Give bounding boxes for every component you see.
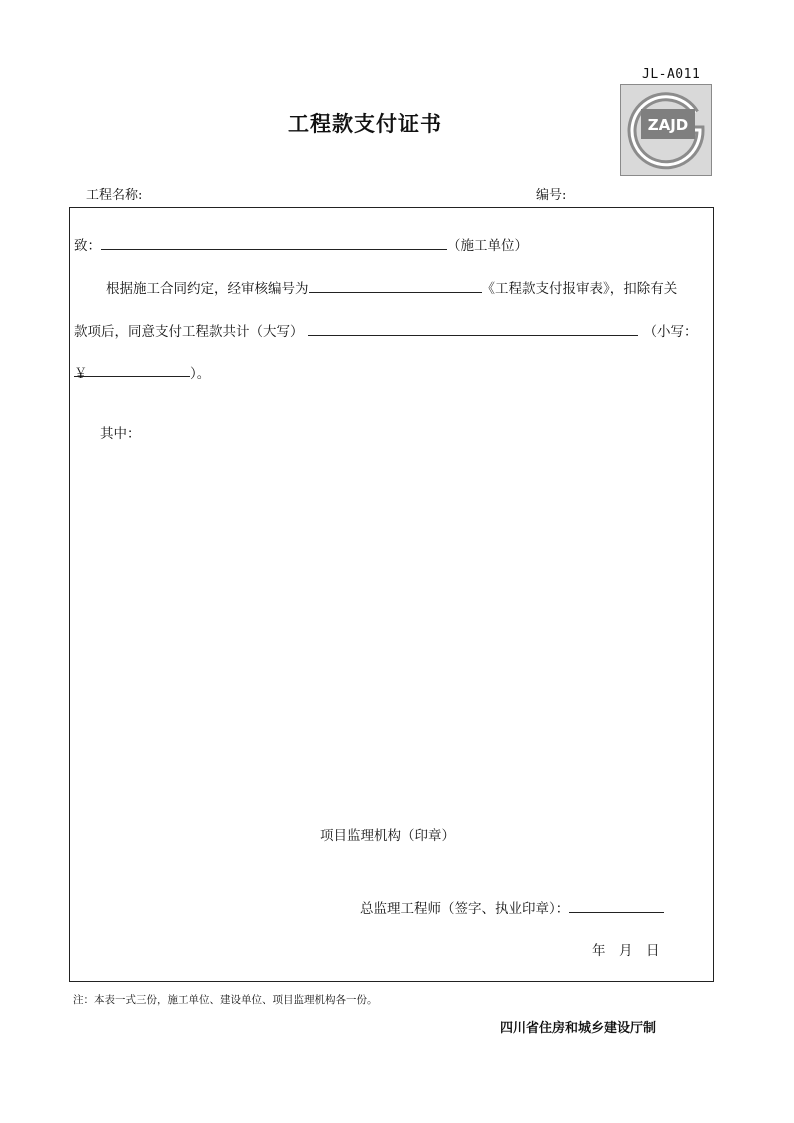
of-which-label: 其中： <box>100 426 141 442</box>
date-label: 年 月 日 <box>592 943 660 959</box>
project-name-label: 工程名称: <box>86 188 143 203</box>
amount-figures-blank[interactable] <box>74 362 190 382</box>
number-label: 编号: <box>536 188 567 203</box>
contractor-blank[interactable] <box>101 237 447 250</box>
paragraph-line-1 <box>106 277 677 297</box>
paragraph-line-3 <box>74 362 210 382</box>
para2-start: 款项后，同意支付工程款共计（大写） <box>74 324 304 340</box>
paragraph-line-2 <box>74 320 698 340</box>
to-label: 致： <box>74 238 101 254</box>
supervision-org-label: 项目监理机构（印章） <box>320 828 455 844</box>
yen-symbol: ￥ <box>74 366 88 382</box>
para1-end: 《工程款支付报审表》，扣除有关 <box>481 281 678 297</box>
to-line <box>74 234 528 254</box>
amount-words-blank[interactable] <box>308 323 638 336</box>
chief-engineer-label: 总监理工程师（签字、执业印章）： <box>360 901 570 917</box>
chief-engineer-line <box>360 897 664 917</box>
footer-note: 注：本表一式三份，施工单位、建设单位、项目监理机构各一份。 <box>73 994 378 1006</box>
issuer: 四川省住房和城乡建设厅制 <box>500 1021 657 1036</box>
page-title: 工程款支付证书 <box>288 112 442 136</box>
application-number-blank[interactable] <box>309 280 482 293</box>
to-suffix: （施工单位） <box>447 238 528 254</box>
signature-blank[interactable] <box>569 900 664 913</box>
logo-text: ZAJD <box>647 116 689 134</box>
para3-end: ）。 <box>190 366 211 382</box>
form-code: JL-A011 <box>642 67 701 82</box>
para1-start: 根据施工合同约定，经审核编号为 <box>106 281 309 297</box>
para2-end: （小写： <box>643 324 698 340</box>
